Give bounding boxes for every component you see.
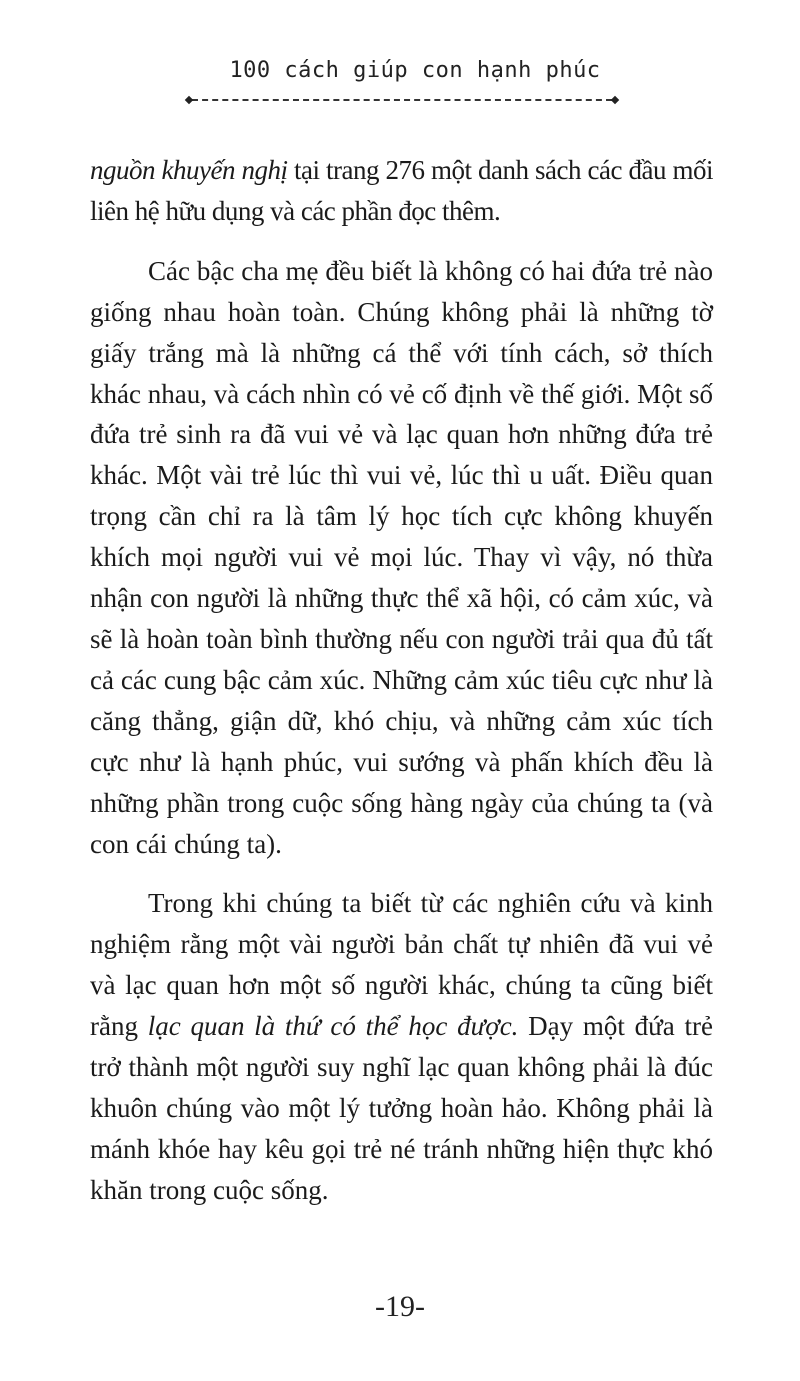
page-number: -19-	[375, 1290, 425, 1323]
italic-phrase: nguồn khuyến nghị	[90, 155, 288, 185]
paragraph-1-text: tại trang 276 một danh sách các đầu mối liên hệ hữu dụng và các phần đọc thêm.	[90, 155, 713, 226]
paragraph-3-text-start: Trong khi chúng ta biết từ các nghiên cứu và kinh nghiệm rằng một vài người bản chất tự nhiên đã vui vẻ và lạc quan hơn một số người khác, chúng ta cũng biết rằng	[90, 888, 713, 1042]
paragraph-3-text-end: Dạy một đứa trẻ trở thành một người suy nghĩ lạc quan không phải là đúc khuôn chúng vào một lý tưởng hoàn hảo. Không phải là mánh khóe hay kêu gọi trẻ né tránh những hiện thực khó khăn trong cuộc sống.	[90, 1011, 713, 1205]
running-header	[0, 58, 800, 83]
paragraph-1	[90, 150, 713, 232]
header-divider	[192, 99, 612, 101]
book-title: 100 cách giúp con hạnh phúc	[229, 58, 601, 83]
paragraph-3	[90, 883, 713, 1210]
body-text	[90, 150, 713, 1211]
italic-phrase: lạc quan là thứ có thể học được.	[147, 1011, 519, 1042]
paragraph-2: Các bậc cha mẹ đều biết là không có hai đứa trẻ nào giống nhau hoàn toàn. Chúng không phải là những tờ giấy trắng mà là những cá thể với tính cách, sở thích khác nhau, và cách nhìn có vẻ cố định về thế giới. Một số đứa trẻ sinh ra đã vui vẻ và lạc quan hơn những đứa trẻ khác. Một vài trẻ lúc thì vui vẻ, lúc thì u uất. Điều quan trọng cần chỉ ra là tâm lý học tích cực không khuyến khích mọi người vui vẻ mọi lúc. Thay vì vậy, nó thừa nhận con người là những thực thể xã hội, có cảm xúc, và sẽ là hoàn toàn bình thường nếu con người trải qua đủ tất cả các cung bậc cảm xúc. Những cảm xúc tiêu cực như là căng thẳng, giận dữ, khó chịu, và những cảm xúc tích cực như là hạnh phúc, vui sướng và phấn khích đều là những phần trong cuộc sống hàng ngày của chúng ta (và con cái chúng ta).	[90, 255, 713, 859]
